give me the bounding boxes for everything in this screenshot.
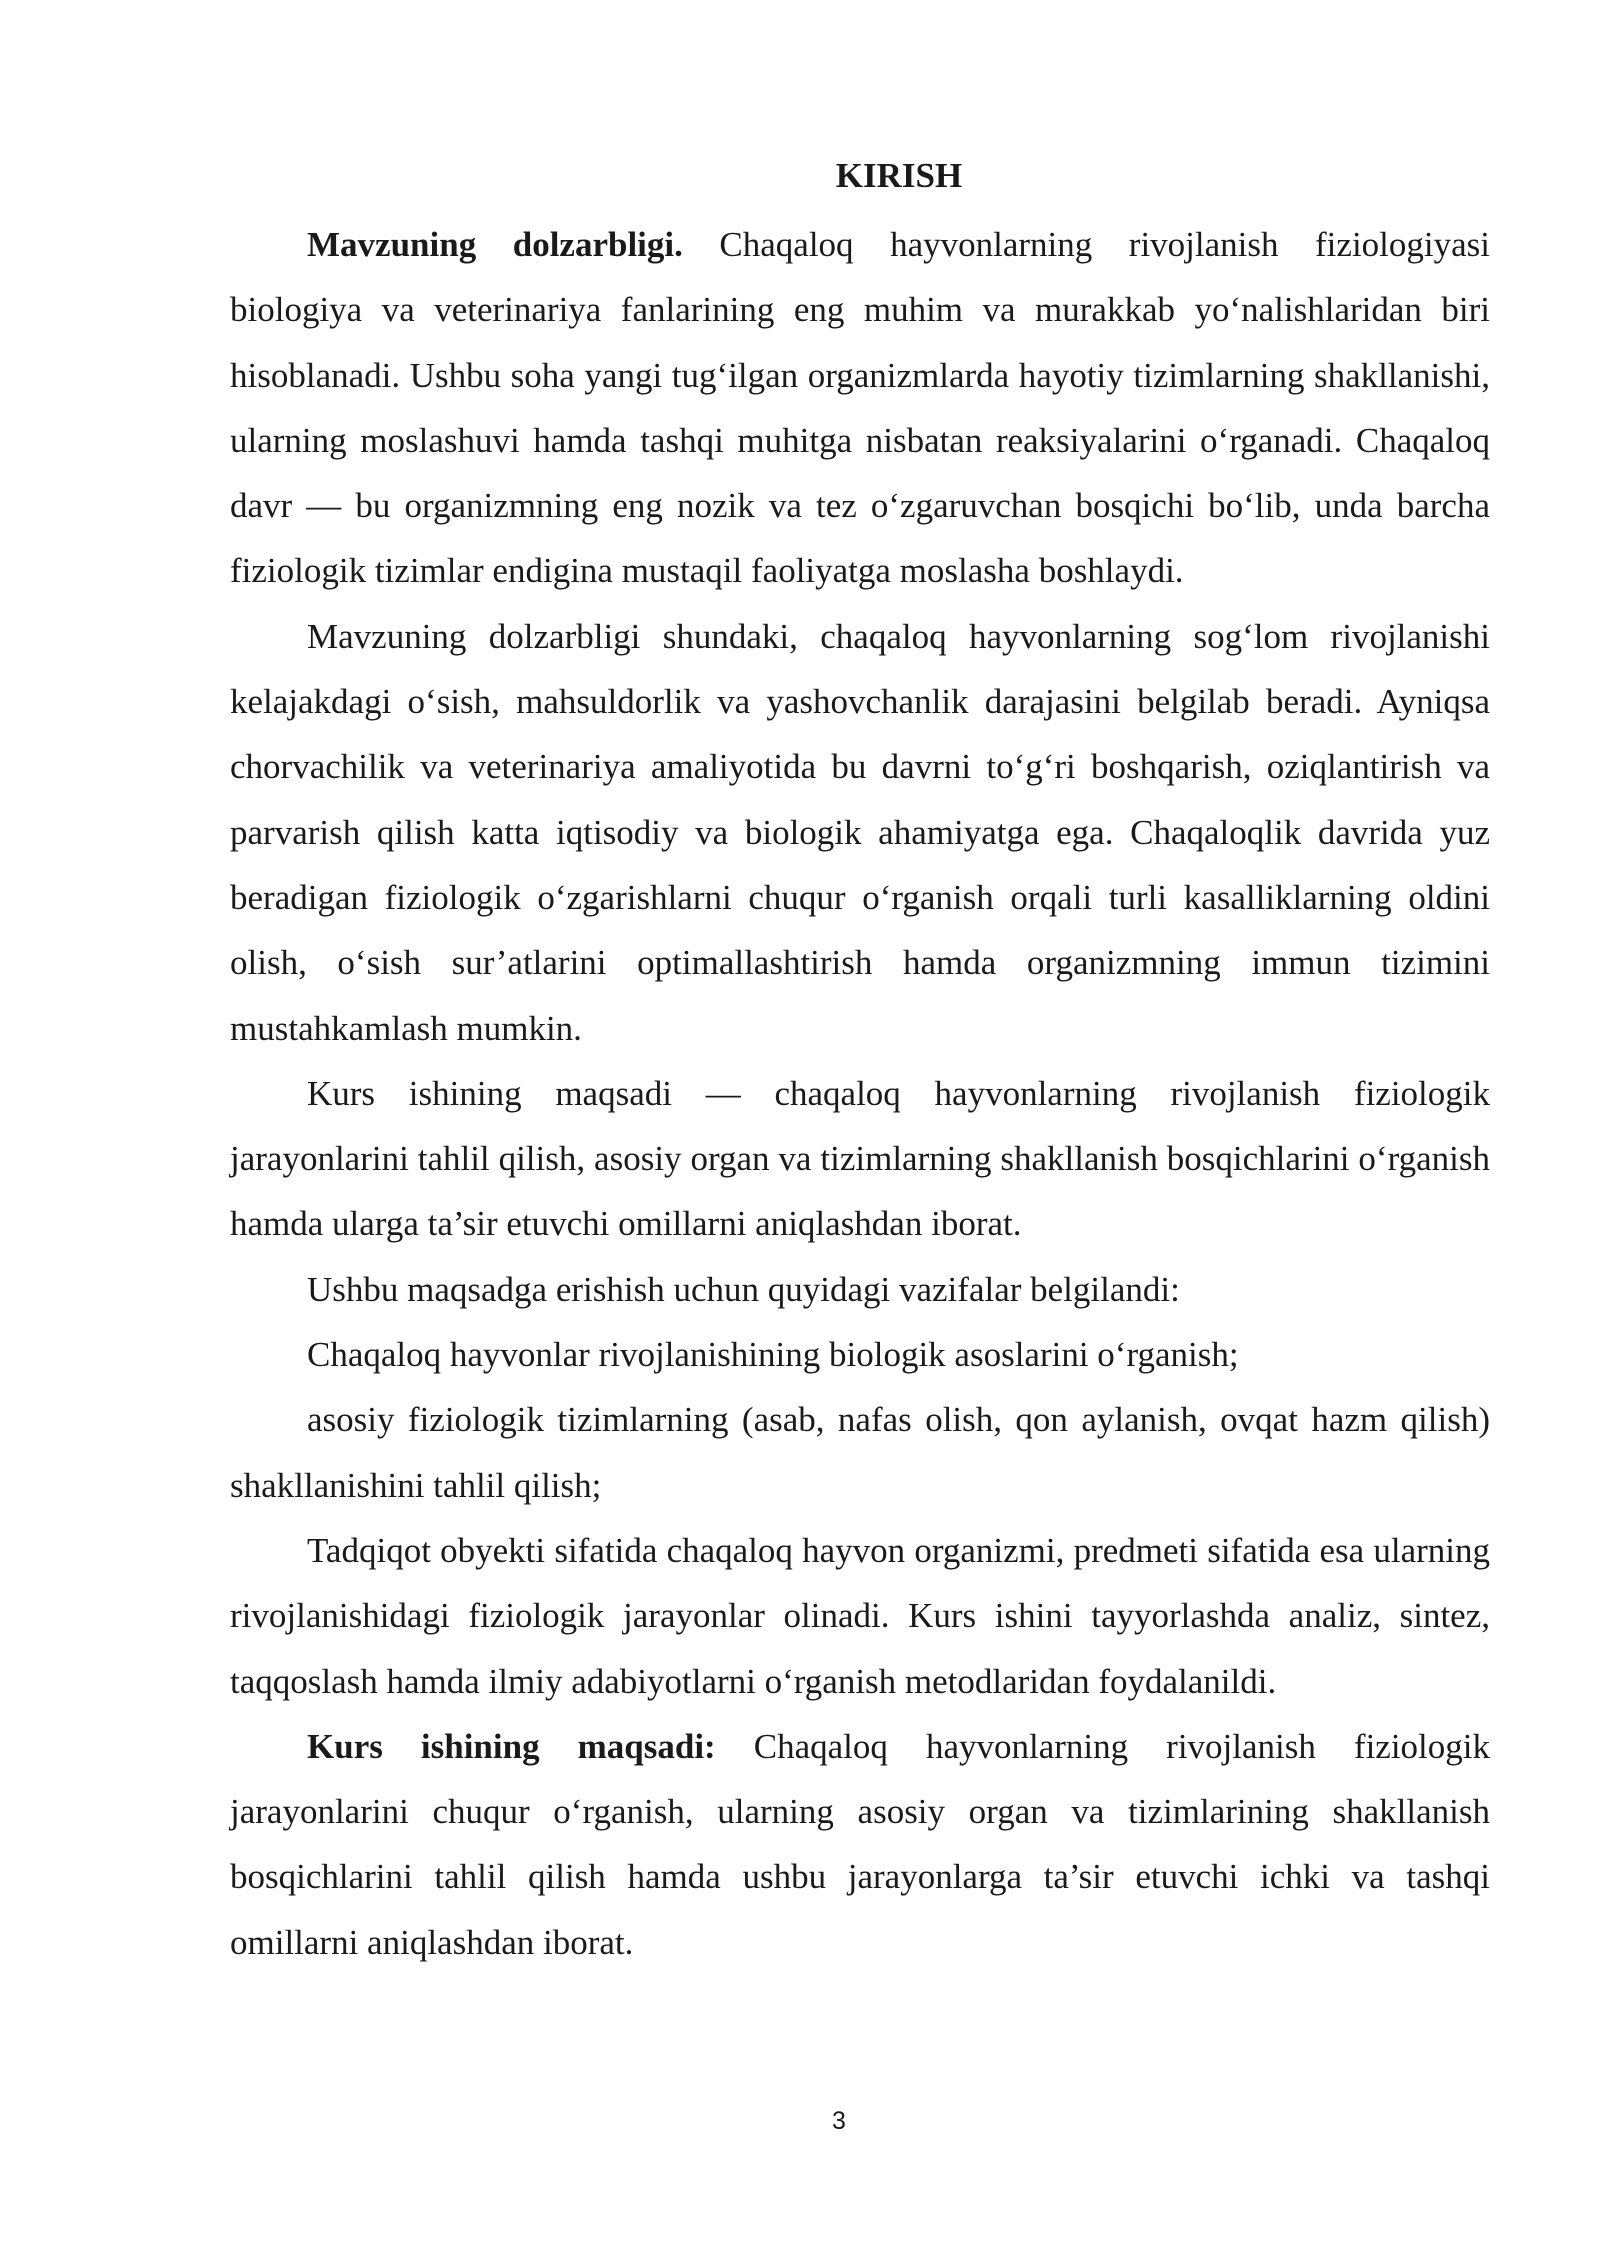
- paragraph-object-subject: Tadqiqot obyekti sifatida chaqaloq hayvon organizmi, predmeti sifatida esa ularning rivojlanishidagi fiziologik jarayonlar olinadi. Kurs ishini tayyorlashda analiz, sintez, taqqoslash hamda ilmiy adabiyotlarni o‘rganish metodlaridan foydalanildi.: [230, 1530, 1490, 1701]
- paragraph-text: Chaqaloq hayvonlarning rivojlanish fiziologik jarayonlarini chuqur o‘rganish, ularning asosiy organ va tizimlarining shakllanish bosqichlarini tahlil qilish hamda ushbu jarayonlarga ta’sir etuvchi ichki va tashqi omillarni aniqlashdan iborat.: [230, 1726, 1491, 1962]
- paragraph-relevance-detail: Mavzuning dolzarbligi shundaki, chaqaloq hayvonlarning sog‘lom rivojlanishi kelajakdagi o‘sish, mahsuldorlik va yashovchanlik darajasini belgilab beradi. Ayniqsa chorvachilik va veterinariya amaliyotida bu davrni to‘g‘ri boshqarish, oziqlantirish va parvarish qilish katta iqtisodiy va biologik ahamiyatga ega. Chaqaloqlik davrida yuz beradigan fiziologik o‘zgarishlarni chuqur o‘rganish orqali turli kasalliklarning oldini olish, o‘sish sur’atlarini optimallashtirish hamda organizmning immun tizimini mustahkamlash mumkin.: [230, 616, 1490, 1048]
- paragraph-task-1: Chaqaloq hayvonlar rivojlanishining biologik asoslarini o‘rganish;: [307, 1335, 1239, 1375]
- page-content: [230, 148, 1490, 1975]
- paragraph-goal: Kurs ishining maqsadi — chaqaloq hayvonlarning rivojlanish fiziologik jarayonlarini tahlil qilish, asosiy organ va tizimlarning shakllanish bosqichlarini o‘rganish hamda ularga ta’sir etuvchi omillarni aniqlashdan iborat.: [230, 1073, 1490, 1244]
- page-number: 3: [832, 2107, 846, 2135]
- section-heading: KIRISH: [835, 156, 963, 195]
- paragraph-task-2: asosiy fiziologik tizimlarning (asab, nafas olish, qon aylanish, ovqat hazm qilish) shakllanishini tahlil qilish;: [230, 1400, 1490, 1505]
- paragraph-lead: Kurs ishining maqsadi:: [307, 1726, 716, 1766]
- paragraph-lead: Mavzuning dolzarbligi.: [307, 225, 683, 264]
- paragraph-tasks-intro: Ushbu maqsadga erishish uchun quyidagi vazifalar belgilandi:: [307, 1269, 1180, 1309]
- paragraph-relevance: [230, 212, 1490, 604]
- paragraph-course-goal: [230, 1714, 1490, 1975]
- paragraph-text: Chaqaloq hayvonlarning rivojlanish fiziologiyasi biologiya va veterinariya fanlarining eng muhim va murakkab yo‘nalishlaridan biri hisoblanadi. Ushbu soha yangi tug‘ilgan organizmlarda hayotiy tizimlarning shakllanishi, ularning moslashuvi hamda tashqi muhitga nisbatan reaksiyalarini o‘rganadi. Chaqaloq davr — bu organizmning eng nozik va tez o‘zgaruvchan bosqichi bo‘lib, unda barcha fiziologik tizimlar endigina mustaqil faoliyatga moslasha boshlaydi.: [230, 225, 1490, 591]
